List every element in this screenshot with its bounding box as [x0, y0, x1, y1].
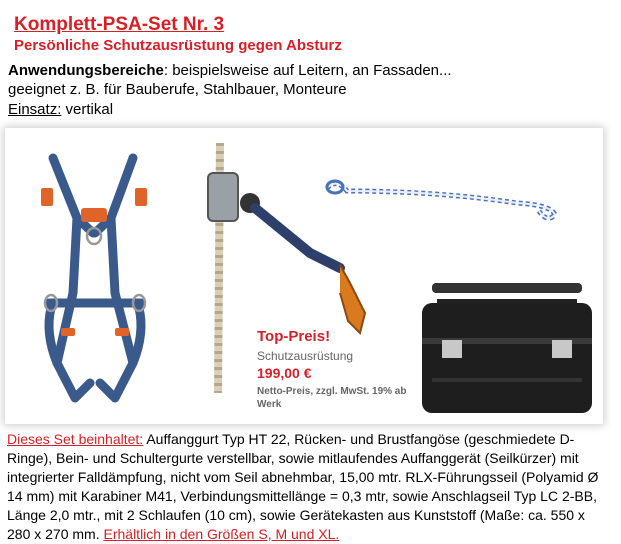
sizes-link[interactable]: Erhältlich in den Größen S, M und XL.	[103, 526, 340, 542]
anchor-rope-image	[317, 173, 567, 223]
page-title: Komplett-PSA-Set Nr. 3	[14, 14, 225, 35]
areas-line	[8, 62, 452, 79]
page-subtitle: Persönliche Schutzausrüstung gegen Absturz	[14, 37, 342, 54]
description-text: Auffanggurt Typ HT 22, Rücken- und Brustfangöse (geschmiedete D-Ringe), Bein- und Schultergurte verstellbar, sowie mitlaufendes Auffanggerät (Seilkürzer) mit integrierter Falldämpfung, nicht vom Seil abnehmbar, 15,00 mtr. RLX-Führungsseil (Polyamid Ø 14 mm) mit Karabiner M41, Verbindungsmittellänge = 0,3 mtr, sowie Anschlagseil Typ LC 2-BB, Länge 2,0 mtr., mit 2 Schlaufen (10 cm), sowie Gerätekasten aus Kunststoff (Maße: ca. 550 x 280 x 270 mm.	[7, 431, 599, 542]
areas-text: : beispielsweise auf Leitern, an Fassaden...	[163, 62, 452, 79]
suitable-line: geeignet z. B. für Bauberufe, Stahlbauer, Monteure	[8, 81, 347, 98]
toolbox-image	[417, 278, 597, 418]
price-note: Netto-Preis, zzgl. MwSt. 19% ab Werk	[257, 386, 407, 410]
product-image-panel	[5, 128, 603, 424]
usage-text: vertikal	[61, 101, 114, 118]
usage-line	[8, 101, 113, 118]
price-value: 199,00 €	[257, 365, 312, 381]
price-category: Schutzausrüstung	[257, 349, 354, 363]
price-box	[257, 328, 417, 411]
usage-label: Einsatz:	[8, 101, 62, 118]
harness-image	[15, 133, 175, 423]
price-title: Top-Preis!	[257, 328, 331, 345]
set-description	[7, 430, 609, 544]
description-label: Dieses Set beinhaltet:	[7, 431, 144, 447]
areas-label: Anwendungsbereiche	[8, 62, 164, 79]
